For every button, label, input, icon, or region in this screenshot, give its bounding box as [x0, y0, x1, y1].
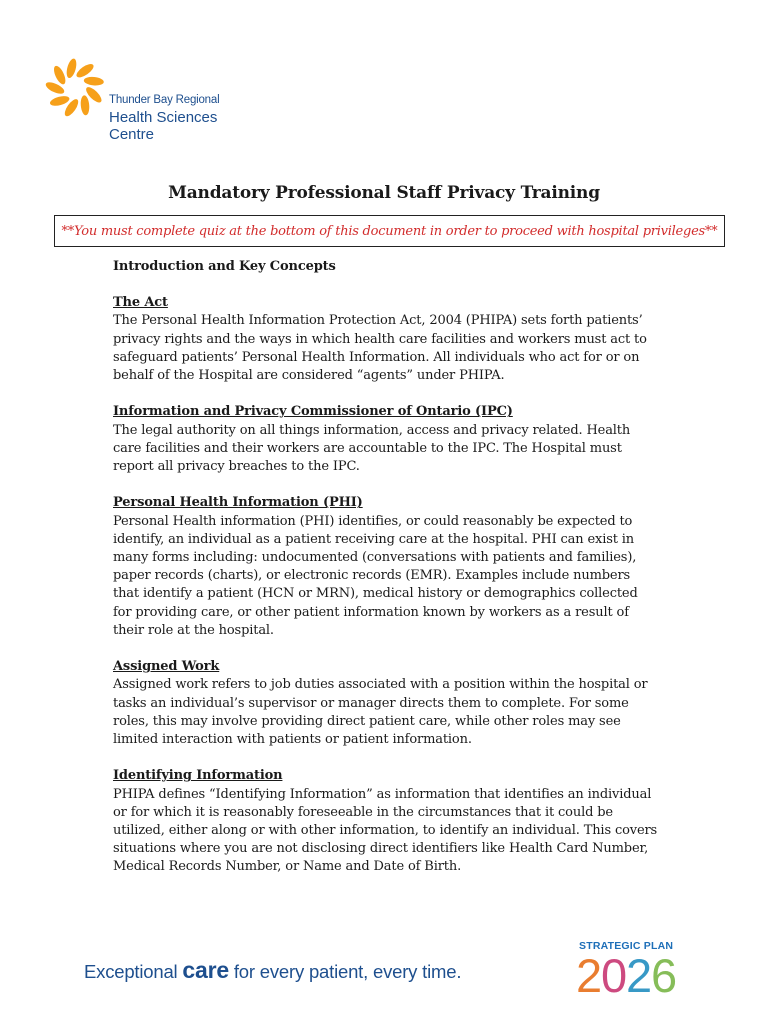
logo-petal: [49, 94, 70, 107]
section-phi: [113, 494, 658, 640]
tagline-end: for every patient, every time.: [228, 961, 462, 982]
logo-line-3: Centre: [109, 125, 155, 143]
year-digit: 6: [651, 952, 678, 998]
strategic-plan-2026-logo: [574, 952, 688, 998]
logo-petal: [65, 58, 78, 79]
intro-heading: Introduction and Key Concepts: [113, 259, 336, 274]
section-heading: Identifying Information: [113, 768, 283, 784]
section-heading: The Act: [113, 295, 168, 311]
section-heading: Information and Privacy Commissioner of Ontario (IPC): [113, 404, 513, 420]
section-body: PHIPA defines “Identifying Information” as information that identifies an individual or for which it is reasonably foreseeable in the circumstances that it could be utilized, either along or with other information, to identify an individual. This covers situations where you are not disclosing direct identifiers like Health Card Number, Medical Records Number, or Name and Date of Birth.: [113, 786, 658, 875]
section-heading: Personal Health Information (PHI): [113, 495, 363, 511]
year-digit: 2: [576, 952, 603, 998]
document-title: Mandatory Professional Staff Privacy Training: [168, 183, 600, 203]
year-digit: 0: [601, 952, 628, 998]
strategic-plan-label: STRATEGIC PLAN: [579, 940, 674, 952]
footer-tagline: [84, 957, 461, 984]
tagline-emphasis: care: [182, 957, 229, 983]
logo-text: [109, 95, 219, 142]
logo-line-2: Health Sciences: [109, 108, 218, 126]
section-identifying-information: [113, 767, 658, 876]
section-body: The Personal Health Information Protection Act, 2004 (PHIPA) sets forth patients’ privacy rights and the ways in which health care facilities and workers must act to safeguard patients’ Personal Health Information. All individuals who act for or on behalf of the Hospital are considered “agents” under PHIPA.: [113, 313, 647, 384]
year-digit: 2: [626, 952, 653, 998]
section-heading: Assigned Work: [113, 659, 220, 675]
section-body: Assigned work refers to job duties associated with a position within the hospital or tasks an individual’s supervisor or manager directs them to complete. For some roles, this may involve providing direct patient care, while other roles may see limited interaction with patients or patient information.: [113, 677, 648, 748]
tagline-start: Exceptional: [84, 961, 183, 982]
section-body: Personal Health information (PHI) identifies, or could reasonably be expected to identify, an individual as a patient receiving care at the hospital. PHI can exist in many forms including: undocumented (conversations with patients and families), paper records (charts), or electronic records (EMR). Examples include numbers that identify a patient (HCN or MRN), medical history or demographics collected for providing care, or other patient information known by workers as a result of their role at the hospital.: [113, 513, 638, 638]
section-assigned-work: [113, 658, 658, 749]
quiz-notice-box: **You must complete quiz at the bottom of this document in order to proceed with hospital privileges**: [54, 215, 725, 247]
section-ipc: [113, 403, 658, 476]
section-the-act: [113, 294, 658, 385]
document-body: [113, 258, 658, 895]
logo-line-1: Thunder Bay Regional: [109, 94, 220, 106]
section-body: The legal authority on all things information, access and privacy related. Health care facilities and their workers are accountable to the IPC. The Hospital must report all privacy breaches to the IPC.: [113, 422, 631, 475]
logo-petal: [83, 76, 104, 86]
logo-petal: [80, 95, 90, 116]
logo-petal: [52, 64, 68, 86]
